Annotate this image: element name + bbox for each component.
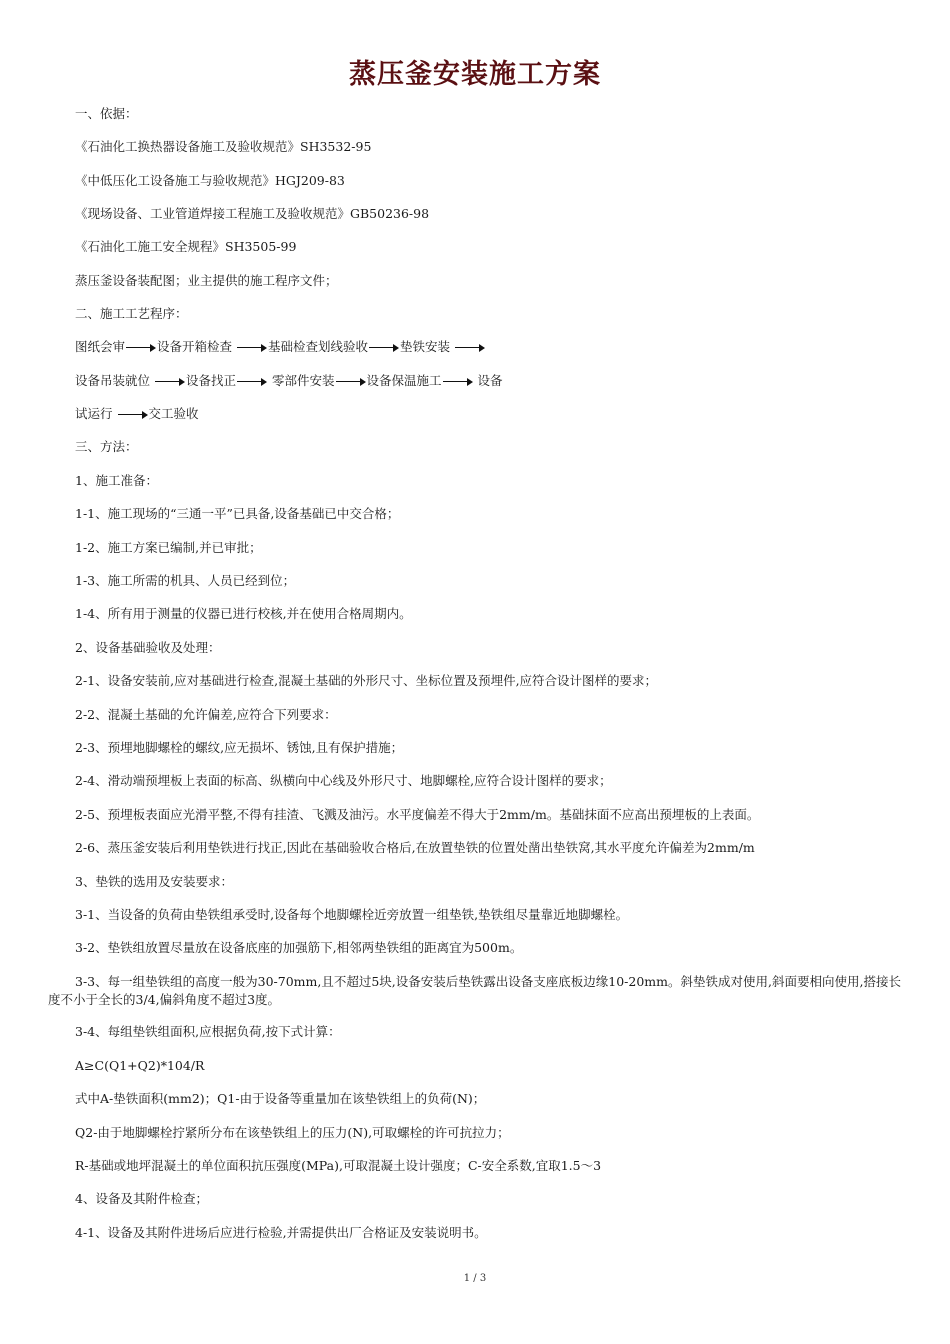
prep-item: 1-2、施工方案已编制,并已审批；	[75, 540, 262, 555]
process-step: 设备吊装就位	[75, 373, 151, 388]
process-step: 设备找正	[186, 373, 237, 388]
shim-item: 3-2、垫铁组放置尽量放在设备底座的加强筋下,相邻两垫铁组的距离宜为500m。	[75, 940, 523, 955]
document-title: 蒸压釜安装施工方案	[349, 59, 601, 90]
arrow-icon	[336, 377, 366, 387]
formula-note: 式中A-垫铁面积(mm2)；Q1-由于设备等重量加在该垫铁组上的负荷(N)；	[75, 1091, 486, 1106]
basis-item: 《中低压化工设备施工与验收规范》HGJ209-83	[75, 173, 345, 188]
formula: A≥C(Q1+Q2)*104/R	[75, 1058, 205, 1073]
prep-item: 1-4、所有用于测量的仪器已进行校核,并在使用合格周期内。	[75, 606, 412, 621]
foundation-heading: 2、设备基础验收及处理：	[75, 640, 221, 655]
shim-item: 3-1、当设备的负荷由垫铁组承受时,设备每个地脚螺栓近旁放置一组垫铁,垫铁组尽量靠近地脚螺栓。	[75, 907, 629, 922]
basis-item: 《石油化工施工安全规程》SH3505-99	[75, 239, 297, 254]
process-step: 试运行	[75, 406, 113, 421]
process-step: 设备	[477, 373, 503, 388]
process-flow-row-3	[75, 405, 199, 423]
process-step: 设备开箱检查	[157, 339, 233, 354]
page-number: 1 / 3	[463, 1273, 487, 1284]
shim-item: 3-3、每一组垫铁组的高度一般为30-70mm,且不超过5块,设备安装后垫铁露出设备支座底板边缘10-20mm。斜垫铁成对使用,斜面要相向使用,搭接长度不小于全长的3/4,偏斜角度不超过3度。	[48, 974, 901, 1007]
arrow-icon	[237, 377, 267, 387]
basis-item: 《现场设备、工业管道焊接工程施工及验收规范》GB50236-98	[75, 206, 430, 221]
basis-heading: 一、依据：	[75, 106, 138, 121]
basis-item: 《石油化工换热器设备施工及验收规范》SH3532-95	[75, 139, 372, 154]
formula-note: R-基础或地坪混凝土的单位面积抗压强度(MPa),可取混凝土设计强度；C-安全系数,宜取1.5～3	[75, 1158, 602, 1173]
foundation-item: 2-4、滑动端预埋板上表面的标高、纵横向中心线及外形尺寸、地脚螺栓,应符合设计图样的要求；	[75, 773, 612, 788]
method-heading: 三、方法：	[75, 439, 138, 454]
check-heading: 4、设备及其附件检查；	[75, 1191, 208, 1206]
process-step: 设备保温施工	[366, 373, 442, 388]
foundation-item: 2-3、预埋地脚螺栓的螺纹,应无损坏、锈蚀,且有保护措施；	[75, 740, 404, 755]
prep-item: 1-3、施工所需的机具、人员已经到位；	[75, 573, 296, 588]
shim-heading: 3、垫铁的选用及安装要求：	[75, 874, 233, 889]
arrow-icon	[369, 343, 399, 353]
process-heading: 二、施工工艺程序：	[75, 306, 188, 321]
foundation-item: 2-5、预埋板表面应光滑平整,不得有挂渣、飞溅及油污。水平度偏差不得大于2mm/m。基础抹面不应高出预埋板的上表面。	[75, 807, 760, 822]
prep-heading: 1、施工准备：	[75, 473, 158, 488]
arrow-icon	[237, 343, 267, 353]
formula-note: Q2-由于地脚螺栓拧紧所分布在该垫铁组上的压力(N),可取螺栓的许可抗拉力；	[75, 1125, 510, 1140]
process-flow-row-2	[75, 372, 503, 390]
process-step: 零部件安装	[272, 373, 335, 388]
process-flow-row-1	[75, 338, 486, 356]
arrow-icon	[126, 343, 156, 353]
foundation-item: 2-6、蒸压釜安装后利用垫铁进行找正,因此在基础验收合格后,在放置垫铁的位置处凿出垫铁窝,其水平度允许偏差为2mm/m	[75, 840, 755, 855]
check-item: 4-1、设备及其附件进场后应进行检验,并需提供出厂合格证及安装说明书。	[75, 1225, 487, 1240]
basis-item: 蒸压釜设备装配图；业主提供的施工程序文件；	[75, 273, 338, 288]
arrow-icon	[455, 343, 485, 353]
arrow-icon	[443, 377, 473, 387]
arrow-icon	[118, 410, 148, 420]
process-step: 交工验收	[148, 406, 199, 421]
foundation-item: 2-2、混凝土基础的允许偏差,应符合下列要求：	[75, 707, 337, 722]
process-step: 基础检查划线验收	[268, 339, 369, 354]
shim-item: 3-4、每组垫铁组面积,应根据负荷,按下式计算：	[75, 1024, 341, 1039]
arrow-icon	[155, 377, 185, 387]
process-step: 图纸会审	[75, 339, 126, 354]
foundation-item: 2-1、设备安装前,应对基础进行检查,混凝土基础的外形尺寸、坐标位置及预埋件,应符合设计图样的要求；	[75, 673, 658, 688]
process-step: 垫铁安装	[400, 339, 451, 354]
prep-item: 1-1、施工现场的“三通一平”已具备,设备基础已中交合格；	[75, 506, 400, 521]
